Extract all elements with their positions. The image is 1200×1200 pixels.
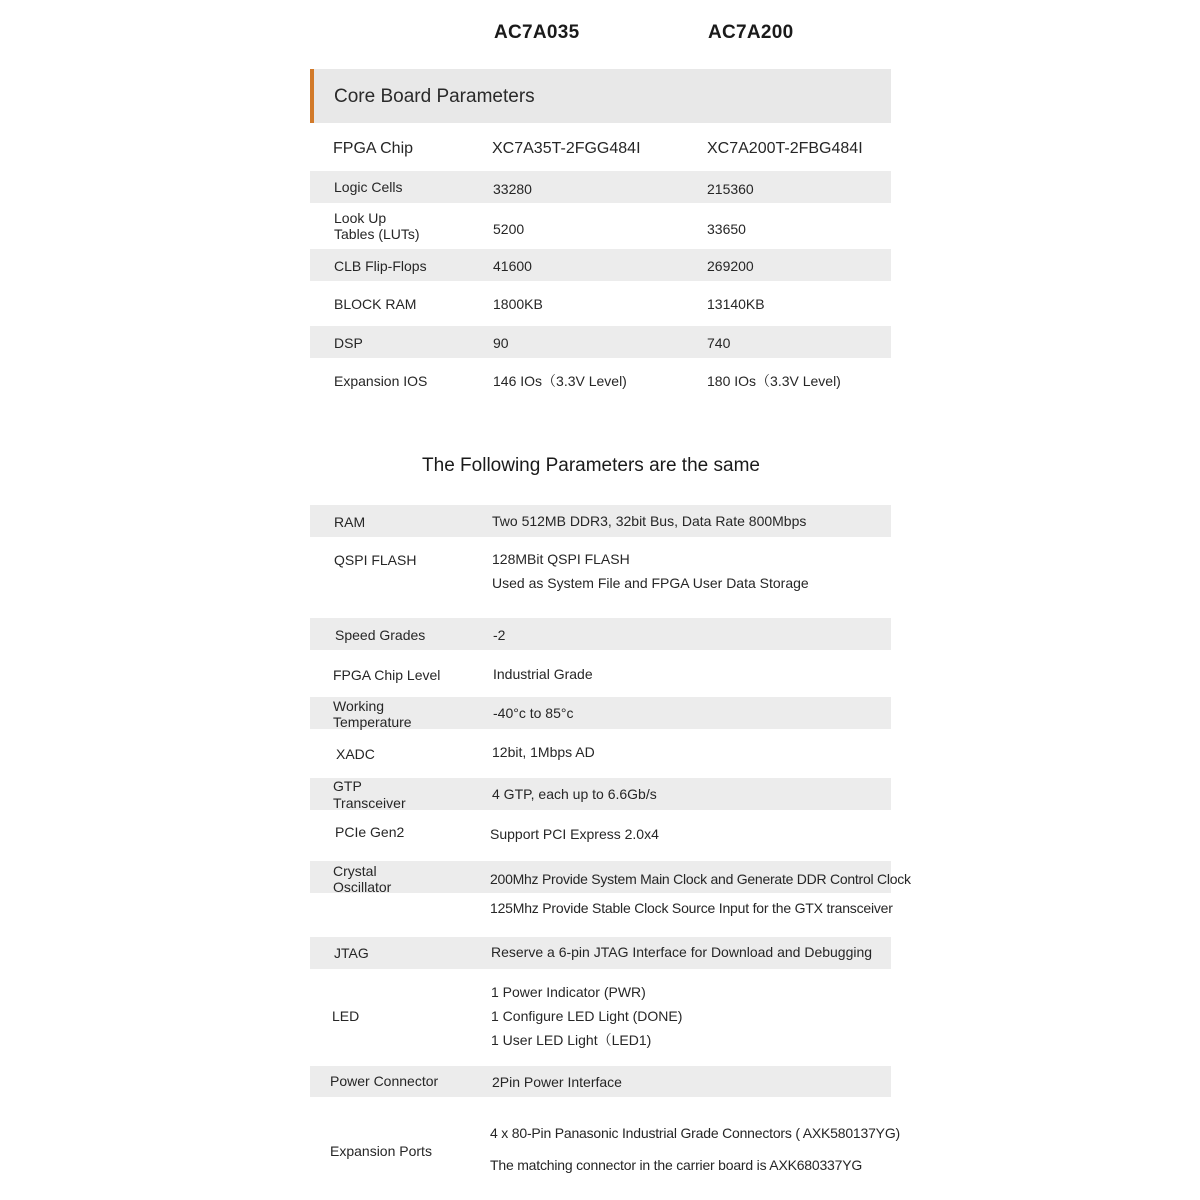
section-title-same: The Following Parameters are the same [422, 455, 760, 476]
cell-ac7a200: 269200 [707, 258, 754, 274]
row-label-line1: Working [333, 698, 385, 714]
row-band [310, 326, 891, 358]
row-label: Power Connector [330, 1073, 439, 1089]
row-label: FPGA Chip Level [333, 667, 441, 683]
row-label: JTAG [334, 945, 369, 961]
row-label: DSP [334, 335, 363, 351]
row-value-line3: 1 User LED Light（LED1) [491, 1032, 652, 1048]
cell-ac7a200: 33650 [707, 221, 746, 237]
row-value-line2: 1 Configure LED Light (DONE) [491, 1008, 683, 1024]
row-value-line1: 1 Power Indicator (PWR) [491, 984, 646, 1000]
model-header-ac7a200: AC7A200 [708, 22, 794, 43]
row-label: Expansion IOS [334, 373, 428, 389]
row-value-line2: 125Mhz Provide Stable Clock Source Input for the GTX transceiver [490, 900, 893, 916]
row-value-line1: 128MBit QSPI FLASH [492, 551, 630, 567]
cell-ac7a035: 146 IOs（3.3V Level) [493, 373, 627, 389]
cell-ac7a200: 13140KB [707, 296, 765, 312]
cell-ac7a200: 180 IOs（3.3V Level) [707, 373, 841, 389]
row-value-line2: Used as System File and FPGA User Data Storage [492, 575, 809, 591]
row-value-line1: 200Mhz Provide System Main Clock and Generate DDR Control Clock [490, 871, 911, 887]
model-header-ac7a035: AC7A035 [494, 22, 580, 43]
row-label: Expansion Ports [330, 1143, 432, 1159]
row-value: Support PCI Express 2.0x4 [490, 826, 659, 842]
cell-ac7a035: XC7A35T-2FGG484I [492, 140, 641, 157]
row-value: Two 512MB DDR3, 32bit Bus, Data Rate 800Mbps [492, 513, 807, 529]
cell-ac7a200: XC7A200T-2FBG484I [707, 140, 863, 157]
row-value: Industrial Grade [493, 666, 593, 682]
row-label-line1: Look Up [334, 210, 387, 226]
cell-ac7a200: 215360 [707, 181, 754, 197]
row-value: 2Pin Power Interface [492, 1074, 622, 1090]
row-value: 12bit, 1Mbps AD [492, 744, 595, 760]
row-label: Logic Cells [334, 179, 403, 195]
row-label: XADC [336, 746, 375, 762]
row-value: -40°c to 85°c [493, 705, 574, 721]
row-label: CLB Flip-Flops [334, 258, 427, 274]
row-value: Reserve a 6-pin JTAG Interface for Download and Debugging [491, 944, 873, 960]
row-label: QSPI FLASH [334, 552, 417, 568]
row-label: Speed Grades [335, 627, 426, 643]
row-label: FPGA Chip [333, 140, 414, 157]
row-label-line2: Tables (LUTs) [334, 226, 420, 242]
cell-ac7a035: 41600 [493, 258, 532, 274]
cell-ac7a035: 1800KB [493, 296, 543, 312]
row-label-line1: GTP [333, 778, 362, 794]
row-label: RAM [334, 514, 366, 530]
row-label: BLOCK RAM [334, 296, 417, 312]
row-value: 4 GTP, each up to 6.6Gb/s [492, 786, 657, 802]
row-label-line2: Transceiver [333, 795, 406, 811]
row-label-line2: Oscillator [333, 879, 392, 895]
cell-ac7a035: 5200 [493, 221, 525, 237]
section-title-core: Core Board Parameters [334, 86, 535, 107]
row-label-line1: Crystal [333, 863, 377, 879]
row-value-line2: The matching connector in the carrier board is AXK680337YG [490, 1157, 863, 1173]
row-label-line2: Temperature [333, 714, 412, 730]
row-label: LED [332, 1008, 360, 1024]
row-value: -2 [493, 627, 506, 643]
cell-ac7a035: 90 [493, 335, 509, 351]
cell-ac7a035: 33280 [493, 181, 532, 197]
cell-ac7a200: 740 [707, 335, 731, 351]
row-value-line1: 4 x 80-Pin Panasonic Industrial Grade Connectors ( AXK580137YG) [490, 1125, 900, 1141]
row-label: PCIe Gen2 [335, 824, 405, 840]
